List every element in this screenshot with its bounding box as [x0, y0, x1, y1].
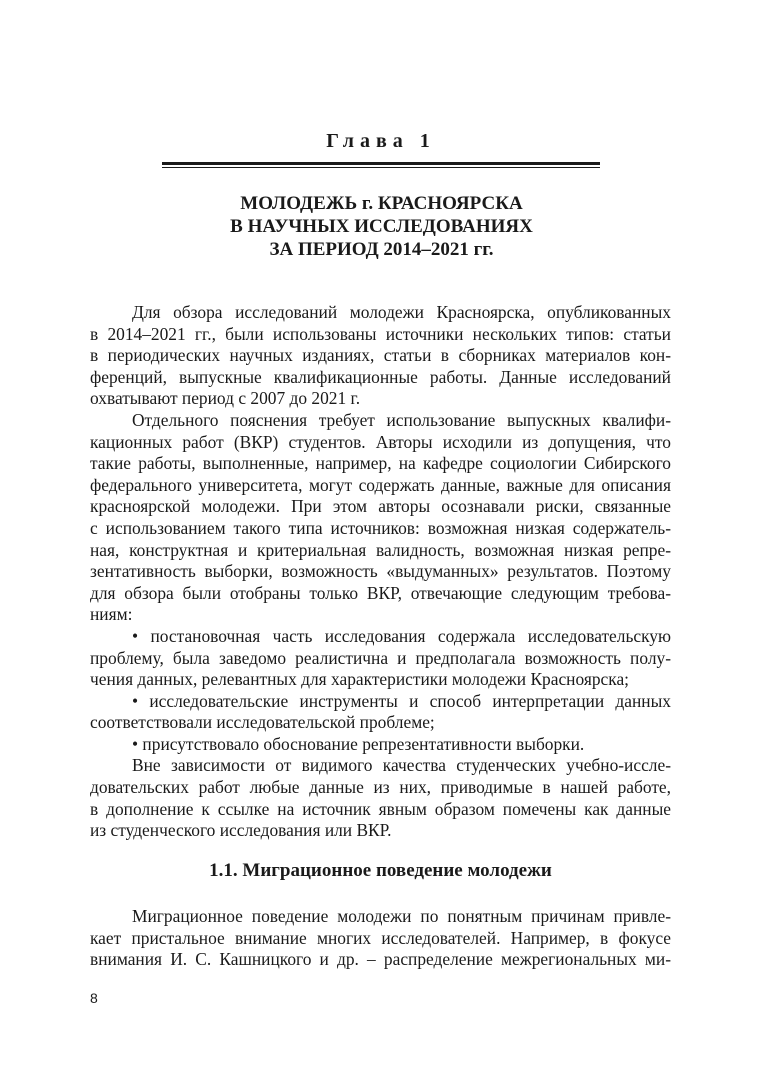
intro-text [90, 302, 671, 842]
text-line: внимания И. С. Кашницкого и др. – распределение межрегиональных ми- [90, 949, 671, 970]
text-line: в периодических научных изданиях, статьи в сборниках материалов кон- [90, 345, 671, 366]
text-line: с использованием такого типа источников: возможная низкая содержатель- [90, 517, 671, 538]
text-line: Отдельного пояснения требует использование выпускных квалифи- [132, 409, 671, 430]
text-line: из студенческого исследования или ВКР. [90, 820, 392, 841]
bullet-line: • постановочная часть исследования содержала исследовательскую [132, 625, 671, 646]
text-line: охватывают период с 2007 до 2021 г. [90, 388, 361, 409]
text-line: довательских работ любые данные из них, приводимые в нашей работе, [90, 777, 671, 798]
text-line: в дополнение к ссылке на источник явным образом помечены как данные [90, 798, 671, 819]
text-line: кает пристальное внимание многих исследователей. Например, в фокусе [90, 927, 671, 948]
text-line: ная, конструктная и критериальная валидность, возможная низкая репре- [90, 539, 671, 560]
text-line: федерального университета, могут содержать данные, важные для описания [90, 474, 671, 495]
text-line: в 2014–2021 гг., были использованы источники нескольких типов: статьи [90, 323, 671, 344]
text-line: ференций, выпускные квалификационные работы. Данные исследований [90, 366, 671, 387]
chapter-rule-thin [162, 167, 600, 168]
text-line: кационных работ (ВКР) студентов. Авторы исходили из допущения, что [90, 431, 671, 452]
text-line: для обзора были отобраны только ВКР, отвечающие следующим требова- [90, 582, 671, 603]
chapter-title-line: В НАУЧНЫХ ИССЛЕДОВАНИЯХ [230, 216, 533, 237]
text-line: проблему, была заведомо реалистична и предполагала возможность полу- [90, 647, 671, 668]
chapter-title [100, 192, 663, 261]
chapter-rule-thick [162, 162, 600, 165]
text-line: красноярской молодежи. При этом авторы осознавали риски, связанные [90, 496, 671, 517]
chapter-title-line: ЗА ПЕРИОД 2014–2021 гг. [269, 239, 494, 260]
chapter-title-line: МОЛОДЕЖЬ г. КРАСНОЯРСКА [240, 193, 523, 214]
section-title: 1.1. Миграционное поведение молодежи [209, 860, 552, 881]
text-line: ниям: [90, 604, 133, 625]
chapter-label: Глава 1 [326, 130, 436, 152]
section-text [90, 906, 671, 971]
text-line: зентативность выборки, возможность «выдуманных» результатов. Поэтому [90, 561, 671, 582]
text-line: чения данных, релевантных для характеристики молодежи Красноярска; [90, 669, 630, 690]
text-line: Миграционное поведение молодежи по понятным причинам привле- [132, 906, 671, 926]
text-line: такие работы, выполненные, например, на кафедре социологии Сибирского [90, 453, 671, 474]
bullet-line: • исследовательские инструменты и способ интерпретации данных [132, 690, 671, 711]
bullet-line: • присутствовало обоснование репрезентативности выборки. [132, 733, 585, 754]
page-number: 8 [90, 990, 98, 1006]
text-line: соответствовали исследовательской проблеме; [90, 712, 435, 733]
text-line: Вне зависимости от видимого качества студенческих учебно-иссле- [132, 755, 671, 776]
text-line: Для обзора исследований молодежи Красноярска, опубликованных [132, 302, 671, 322]
